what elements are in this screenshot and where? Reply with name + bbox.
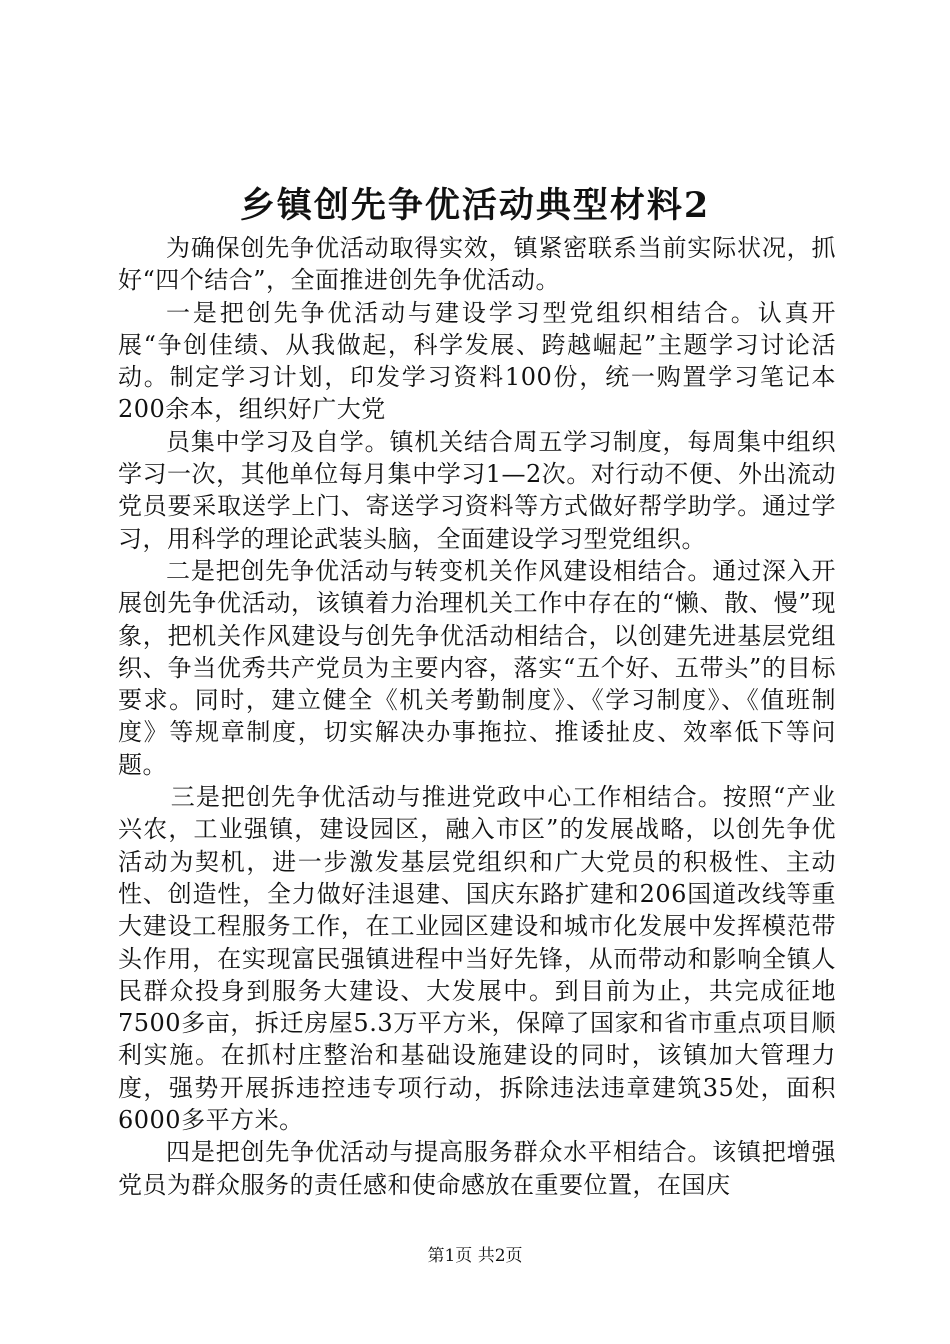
paragraph-point-one: 一是把创先争优活动与建设学习型党组织相结合。认真开展“争创佳绩、从我做起，科学发展、跨越崛起”主题学习讨论活动。制定学习计划，印发学习资料100份，统一购置学习笔记本200余本，组织好广大党	[118, 298, 836, 424]
paragraph-point-two: 二是把创先争优活动与转变机关作风建设相结合。通过深入开展创先争优活动，该镇着力治理机关工作中存在的“懒、散、慢”现象，把机关作风建设与创先争优活动相结合，以创建先进基层党组织、争当优秀共产党员为主要内容，落实“五个好、五带头”的目标要求。同时，建立健全《机关考勤制度》、《学习制度》、《值班制度》等规章制度，切实解决办事拖拉、推诿扯皮、效率低下等问题。	[118, 556, 836, 779]
document-title: 乡镇创先争优活动典型材料2	[239, 185, 711, 226]
page-footer: 第1页 共2页	[427, 1246, 523, 1266]
document-body	[118, 232, 836, 1201]
paragraph-point-four: 四是把创先争优活动与提高服务群众水平相结合。该镇把增强党员为群众服务的责任感和使命感放在重要位置，在国庆	[118, 1138, 836, 1199]
paragraph-point-three: 三是把创先争优活动与推进党政中心工作相结合。按照“产业兴农，工业强镇，建设园区，融入市区”的发展战略，以创先争优活动为契机，进一步激发基层党组织和广大党员的积极性、主动性、创造性，全力做好洼退建、国庆东路扩建和206国道改线等重大建设工程服务工作，在工业园区建设和城市化发展中发挥模范带头作用，在实现富民强镇进程中当好先锋，从而带动和影响全镇人民群众投身到服务大建设、大发展中。到目前为止，共完成征地7500多亩，拆迁房屋5.3万平方米，保障了国家和省市重点项目顺利实施。在抓村庄整治和基础设施建设的同时，该镇加大管理力度，强势开展拆违控违专项行动，拆除违法违章建筑35处，面积6000多平方米。	[118, 783, 836, 1135]
paragraph-intro: 为确保创先争优活动取得实效，镇紧密联系当前实际状况，抓好“四个结合”，全面推进创先争优活动。	[118, 234, 836, 295]
paragraph-point-one-continued: 员集中学习及自学。镇机关结合周五学习制度，每周集中组织学习一次，其他单位每月集中学习1—2次。对行动不便、外出流动党员要采取送学上门、寄送学习资料等方式做好帮学助学。通过学习，用科学的理论武装头脑，全面建设学习型党组织。	[118, 427, 836, 553]
